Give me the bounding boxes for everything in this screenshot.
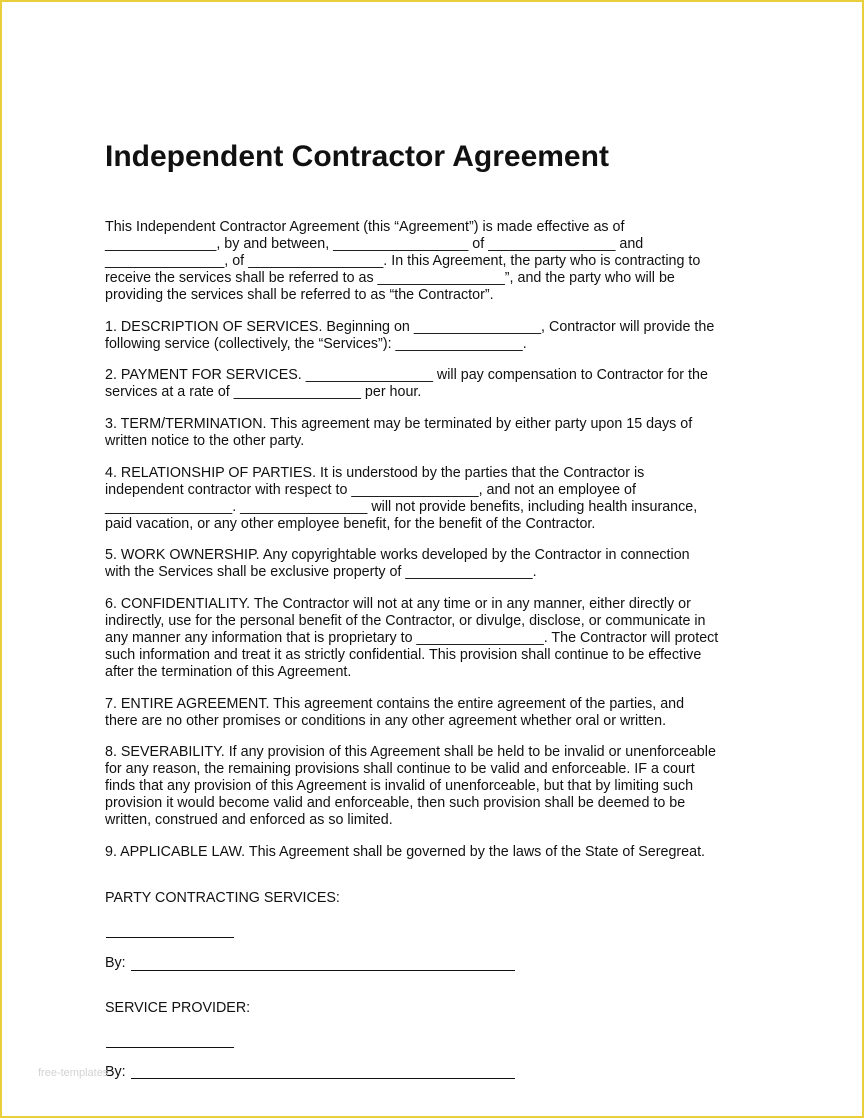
clause-line: ________________. ________________ will not provide benefits, including health insurance, <box>105 499 698 515</box>
document-title: Independent Contractor Agreement <box>105 140 609 173</box>
party-by-line <box>131 970 515 971</box>
intro-line: receive the services shall be referred to as ________________”, and the party who will be <box>105 270 675 286</box>
intro-line: _______________, of _________________. In this Agreement, the party who is contracting to <box>105 253 701 269</box>
clause-line: written notice to the other party. <box>105 433 305 449</box>
party-contracting-heading: PARTY CONTRACTING SERVICES: <box>105 890 340 906</box>
clause-line: 8. SEVERABILITY. If any provision of this Agreement shall be held to be invalid or unenforceable <box>105 744 716 760</box>
clause-line: 1. DESCRIPTION OF SERVICES. Beginning on ________________, Contractor will provide the <box>105 319 715 335</box>
party-signature-line <box>106 937 234 938</box>
clause-line: paid vacation, or any other employee benefit, for the benefit of the Contractor. <box>105 516 596 532</box>
clause-term-termination <box>105 416 692 450</box>
party-by-label: By: <box>105 955 126 971</box>
clause-line: 4. RELATIONSHIP OF PARTIES. It is understood by the parties that the Contractor is <box>105 465 645 481</box>
clause-line: independent contractor with respect to ________________, and not an employee of <box>105 482 636 498</box>
clause-relationship-of-parties <box>105 465 697 533</box>
clause-line: 5. WORK OWNERSHIP. Any copyrightable works developed by the Contractor in connection <box>105 547 690 563</box>
clause-payment-for-services <box>105 367 708 401</box>
clause-description-of-services <box>105 319 714 353</box>
clause-line: services at a rate of ________________ per hour. <box>105 384 422 400</box>
provider-by-label: By: <box>105 1064 126 1080</box>
clause-line: such information and treat it as strictly confidential. This provision shall continue to be effective <box>105 647 702 663</box>
clause-line: with the Services shall be exclusive property of ________________. <box>105 564 537 580</box>
service-provider-heading: SERVICE PROVIDER: <box>105 1000 251 1016</box>
clause-line: 7. ENTIRE AGREEMENT. This agreement contains the entire agreement of the parties, and <box>105 696 685 712</box>
clause-line: following service (collectively, the “Services”): ________________. <box>105 336 527 352</box>
clause-work-ownership <box>105 547 690 581</box>
clause-line: 6. CONFIDENTIALITY. The Contractor will not at any time or in any manner, either directly or <box>105 596 691 612</box>
provider-signature-line <box>106 1047 234 1048</box>
clause-line: 2. PAYMENT FOR SERVICES. ________________ will pay compensation to Contractor for the <box>105 367 708 383</box>
clause-line: finds that any provision of this Agreement is invalid of unenforceable, but that by limiting such <box>105 778 694 794</box>
clause-line: there are no other promises or conditions in any other agreement whether oral or written. <box>105 713 667 729</box>
clause-line: any manner any information that is proprietary to ________________. The Contractor will protect <box>105 630 719 646</box>
clause-line: for any reason, the remaining provisions shall continue to be valid and enforceable. IF a court <box>105 761 695 777</box>
clause-line: 3. TERM/TERMINATION. This agreement may be terminated by either party upon 15 days of <box>105 416 693 432</box>
watermark-text: free-templates <box>38 1067 109 1079</box>
clause-line: written, construed and enforced as so limited. <box>105 812 393 828</box>
clause-line: provision it would become valid and enforceable, then such provision shall be deemed to be <box>105 795 686 811</box>
intro-line: ______________, by and between, _________________ of ________________ and <box>105 236 644 252</box>
clause-severability <box>105 744 716 829</box>
intro-line: providing the services shall be referred to as “the Contractor”. <box>105 287 494 303</box>
clause-line: 9. APPLICABLE LAW. This Agreement shall be governed by the laws of the State of Seregreat. <box>105 844 706 860</box>
clause-entire-agreement <box>105 696 684 730</box>
clause-line: indirectly, use for the personal benefit of the Contractor, or divulge, disclose, or communicate in <box>105 613 706 629</box>
clause-confidentiality <box>105 596 718 681</box>
intro-line: This Independent Contractor Agreement (this “Agreement”) is made effective as of <box>105 219 625 235</box>
provider-by-line <box>131 1078 515 1079</box>
clause-applicable-law <box>105 844 705 861</box>
clause-line: after the termination of this Agreement. <box>105 664 352 680</box>
intro-paragraph <box>105 219 700 304</box>
